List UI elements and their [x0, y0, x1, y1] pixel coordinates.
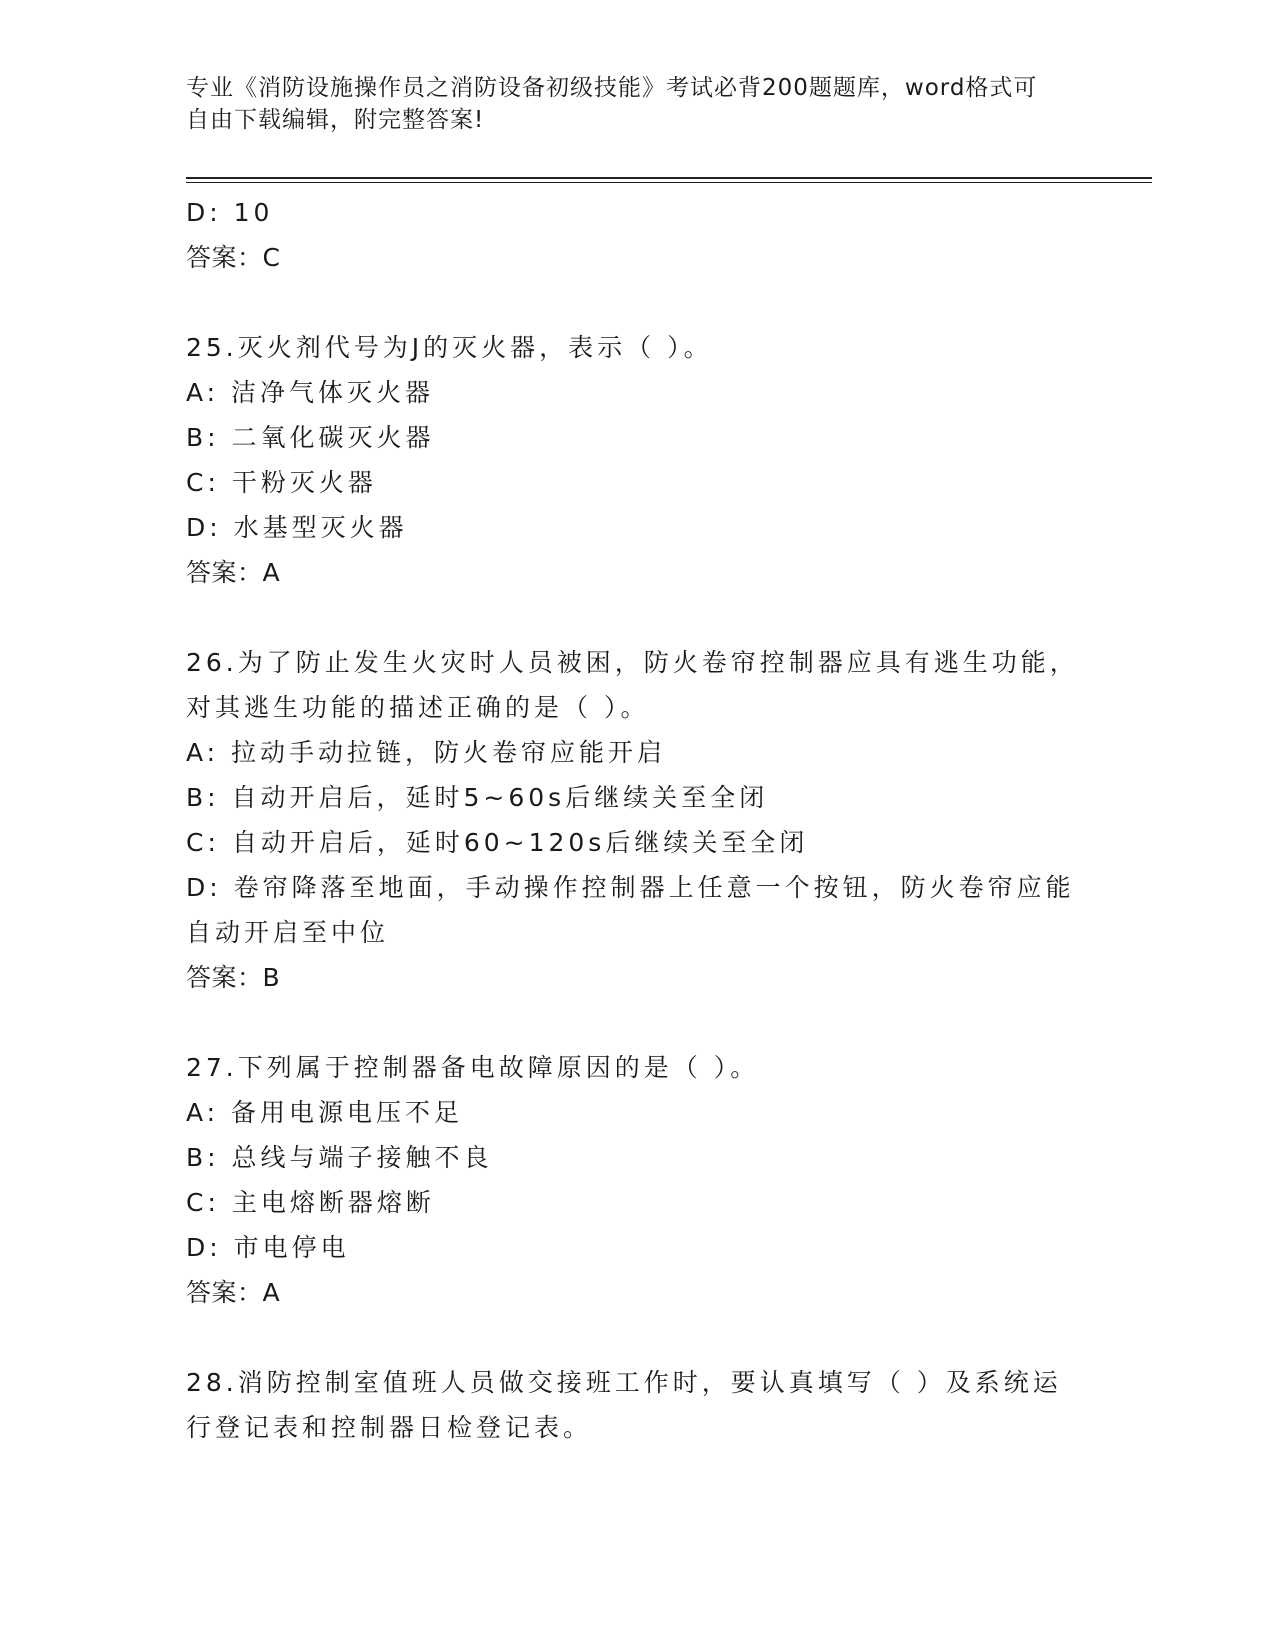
option-a: A: 拉动手动拉链，防火卷帘应能开启 — [186, 738, 667, 767]
header-divider — [186, 177, 1152, 179]
answer-label: 答案： — [186, 963, 263, 992]
option-d-cont: 自动开启至中位 — [186, 918, 390, 947]
answer-value: A — [262, 558, 281, 587]
question-stem-cont: 行登记表和控制器日检登记表。 — [186, 1413, 593, 1442]
option-b: B: 自动开启后，延时5~60s后继续关至全闭 — [186, 783, 769, 812]
option-a: A: 洁净气体灭火器 — [186, 378, 435, 407]
option-d: D: 市电停电 — [186, 1233, 350, 1262]
question-stem: 28.消防控制室值班人员做交接班工作时，要认真填写（ ）及系统运 — [186, 1368, 1062, 1397]
option-d: D: 水基型灭火器 — [186, 513, 408, 542]
question-stem: 25.灭火剂代号为J的灭火器，表示（ ）。 — [186, 333, 713, 362]
answer-label: 答案： — [186, 1278, 263, 1307]
option-c: C: 干粉灭火器 — [186, 468, 377, 497]
header-divider-thin — [186, 182, 1152, 183]
option-c: C: 主电熔断器熔断 — [186, 1188, 435, 1217]
answer-value: B — [262, 963, 281, 992]
answer-label: 答案： — [186, 558, 263, 587]
question-27 — [186, 1045, 1086, 1315]
answer-label: 答案： — [186, 243, 263, 272]
option-b: B: 二氧化碳灭火器 — [186, 423, 435, 452]
question-26 — [186, 640, 1086, 1000]
question-stem: 27.下列属于控制器备电故障原因的是（ ）。 — [186, 1053, 760, 1082]
header-line-1: 专业《消防设施操作员之消防设备初级技能》考试必背200题题库，word格式可 — [186, 75, 1038, 101]
question-stem: 26.为了防止发生火灾时人员被困，防火卷帘控制器应具有逃生功能， — [186, 648, 1079, 677]
q24-option-d: D: 10 — [186, 198, 274, 227]
document-header — [186, 72, 1066, 136]
answer — [186, 955, 1086, 1000]
q24-answer — [186, 235, 1086, 280]
answer-value: A — [262, 1278, 281, 1307]
option-d: D: 卷帘降落至地面，手动操作控制器上任意一个按钮，防火卷帘应能 — [186, 873, 1075, 902]
option-b: B: 总线与端子接触不良 — [186, 1143, 493, 1172]
document-body — [186, 190, 1086, 1450]
answer — [186, 550, 1086, 595]
option-c: C: 自动开启后，延时60~120s后继续关至全闭 — [186, 828, 809, 857]
question-28 — [186, 1360, 1086, 1450]
question-25 — [186, 325, 1086, 595]
option-a: A: 备用电源电压不足 — [186, 1098, 464, 1127]
header-line-2: 自由下载编辑，附完整答案! — [186, 107, 485, 133]
answer-value: C — [262, 243, 281, 272]
answer — [186, 1270, 1086, 1315]
question-stem-cont: 对其逃生功能的描述正确的是（ ）。 — [186, 693, 650, 722]
